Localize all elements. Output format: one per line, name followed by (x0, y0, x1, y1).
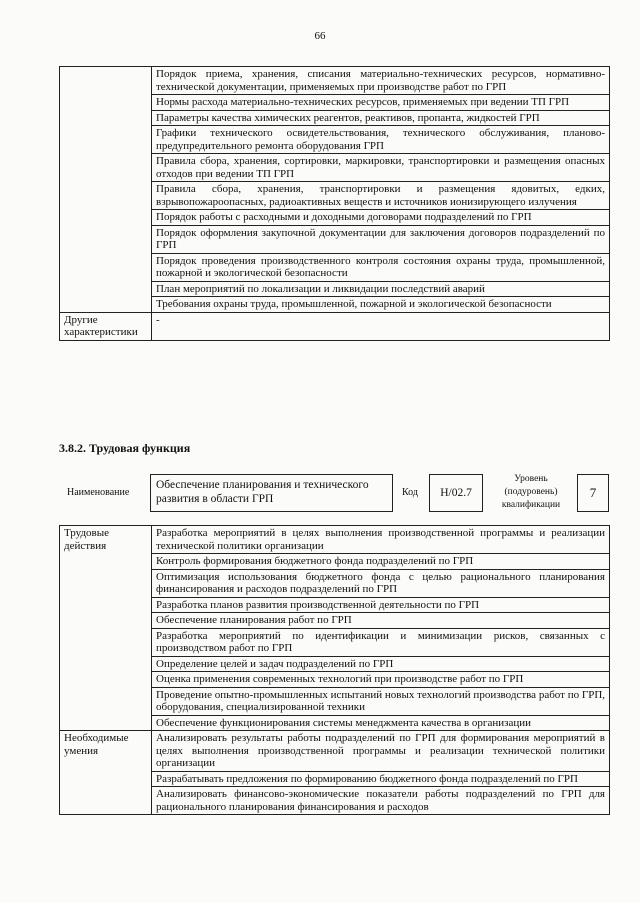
labor-action-item: Разработка мероприятий в целях выполнения производственной программы и реализации технической политики организации (152, 526, 610, 554)
function-name-label: Наименование (67, 487, 130, 498)
labor-actions-label: Трудовые действия (60, 526, 152, 731)
skills-label: Необходимые умения (60, 731, 152, 815)
other-characteristics-row (60, 312, 610, 340)
other-characteristics-label: Другие характеристики (60, 312, 152, 340)
labor-action-item: Разработка планов развития производственной деятельности по ГРП (152, 597, 610, 613)
knowledge-item: Порядок оформления закупочной документации для заключения договоров подразделений по ГРП (152, 225, 610, 253)
labor-action-item: Контроль формирования бюджетного фонда подразделений по ГРП (152, 554, 610, 570)
labor-action-item: Обеспечение функционирования системы менеджмента качества в организации (152, 715, 610, 731)
skill-item-row (60, 731, 610, 772)
knowledge-item: Правила сбора, хранения, сортировки, маркировки, транспортировки и размещения опасных отходов при ведении ТП ГРП (152, 154, 610, 182)
function-code-value: H/02.7 (429, 474, 483, 512)
qualification-level-label: Уровень (подуровень) квалификации (501, 474, 561, 510)
knowledge-item: Графики технического освидетельствования, технического обслуживания, планово-предупредительного ремонта оборудования ГРП (152, 126, 610, 154)
knowledge-item-row (60, 67, 610, 95)
knowledge-item: Требования охраны труда, промышленной, пожарной и экологической безопасности (152, 297, 610, 313)
labor-action-item: Обеспечение планирования работ по ГРП (152, 613, 610, 629)
function-details-table (59, 525, 610, 815)
labor-action-item: Разработка мероприятий по идентификации и минимизации рисков, связанных с производством работ по ГРП (152, 628, 610, 656)
skill-item: Анализировать результаты работы подразделений по ГРП для формирования мероприятий в целях выполнения производственной программы и реализации технической политики организации (152, 731, 610, 772)
knowledge-item: Параметры качества химических реагентов, реактивов, пропанта, жидкостей ГРП (152, 110, 610, 126)
knowledge-table-body (60, 67, 610, 313)
labor-action-item: Оценка применения современных технологий при производстве работ по ГРП (152, 672, 610, 688)
section-heading: 3.8.2. Трудовая функция (59, 441, 191, 455)
knowledge-item: Правила сбора, хранения, транспортировки и размещения ядовитых, едких, взрывопожароопасных, радиоактивных веществ и источников ионизирующего излучения (152, 182, 610, 210)
skill-item: Разрабатывать предложения по формированию бюджетного фонда подразделений по ГРП (152, 771, 610, 787)
knowledge-item: Порядок работы с расходными и доходными договорами подразделений по ГРП (152, 210, 610, 226)
page-number: 66 (314, 30, 326, 42)
other-characteristics-value: - (152, 312, 610, 340)
knowledge-item: Нормы расхода материально-технических ресурсов, применяемых при ведении ТП ГРП (152, 95, 610, 111)
skills-section (60, 731, 610, 815)
labor-action-item-row (60, 526, 610, 554)
knowledge-item: План мероприятий по локализации и ликвидации последствий аварий (152, 281, 610, 297)
labor-actions-section (60, 526, 610, 731)
knowledge-item: Порядок проведения производственного контроля состояния охраны труда, промышленной, пожарной и экологической безопасности (152, 253, 610, 281)
function-name-value: Обеспечение планирования и технического развития в области ГРП (150, 474, 393, 512)
qualification-level-value: 7 (577, 474, 609, 512)
skill-item: Анализировать финансово-экономические показатели работы подразделений по ГРП для рационального планирования финансирования и расходов (152, 787, 610, 815)
knowledge-table (59, 66, 610, 341)
labor-action-item: Оптимизация использования бюджетного фонда с целью рационального планирования финансирования и расходов подразделений по ГРП (152, 569, 610, 597)
labor-action-item: Проведение опытно-промышленных испытаний новых технологий производства работ по ГРП, оборудования, специализированной техники (152, 687, 610, 715)
function-code-label: Код (402, 487, 418, 498)
continuation-label-cell (60, 67, 152, 313)
knowledge-item: Порядок приема, хранения, списания материально-технических ресурсов, нормативно-технической документации, применяемых при производстве работ по ГРП (152, 67, 610, 95)
labor-action-item: Определение целей и задач подразделений по ГРП (152, 656, 610, 672)
